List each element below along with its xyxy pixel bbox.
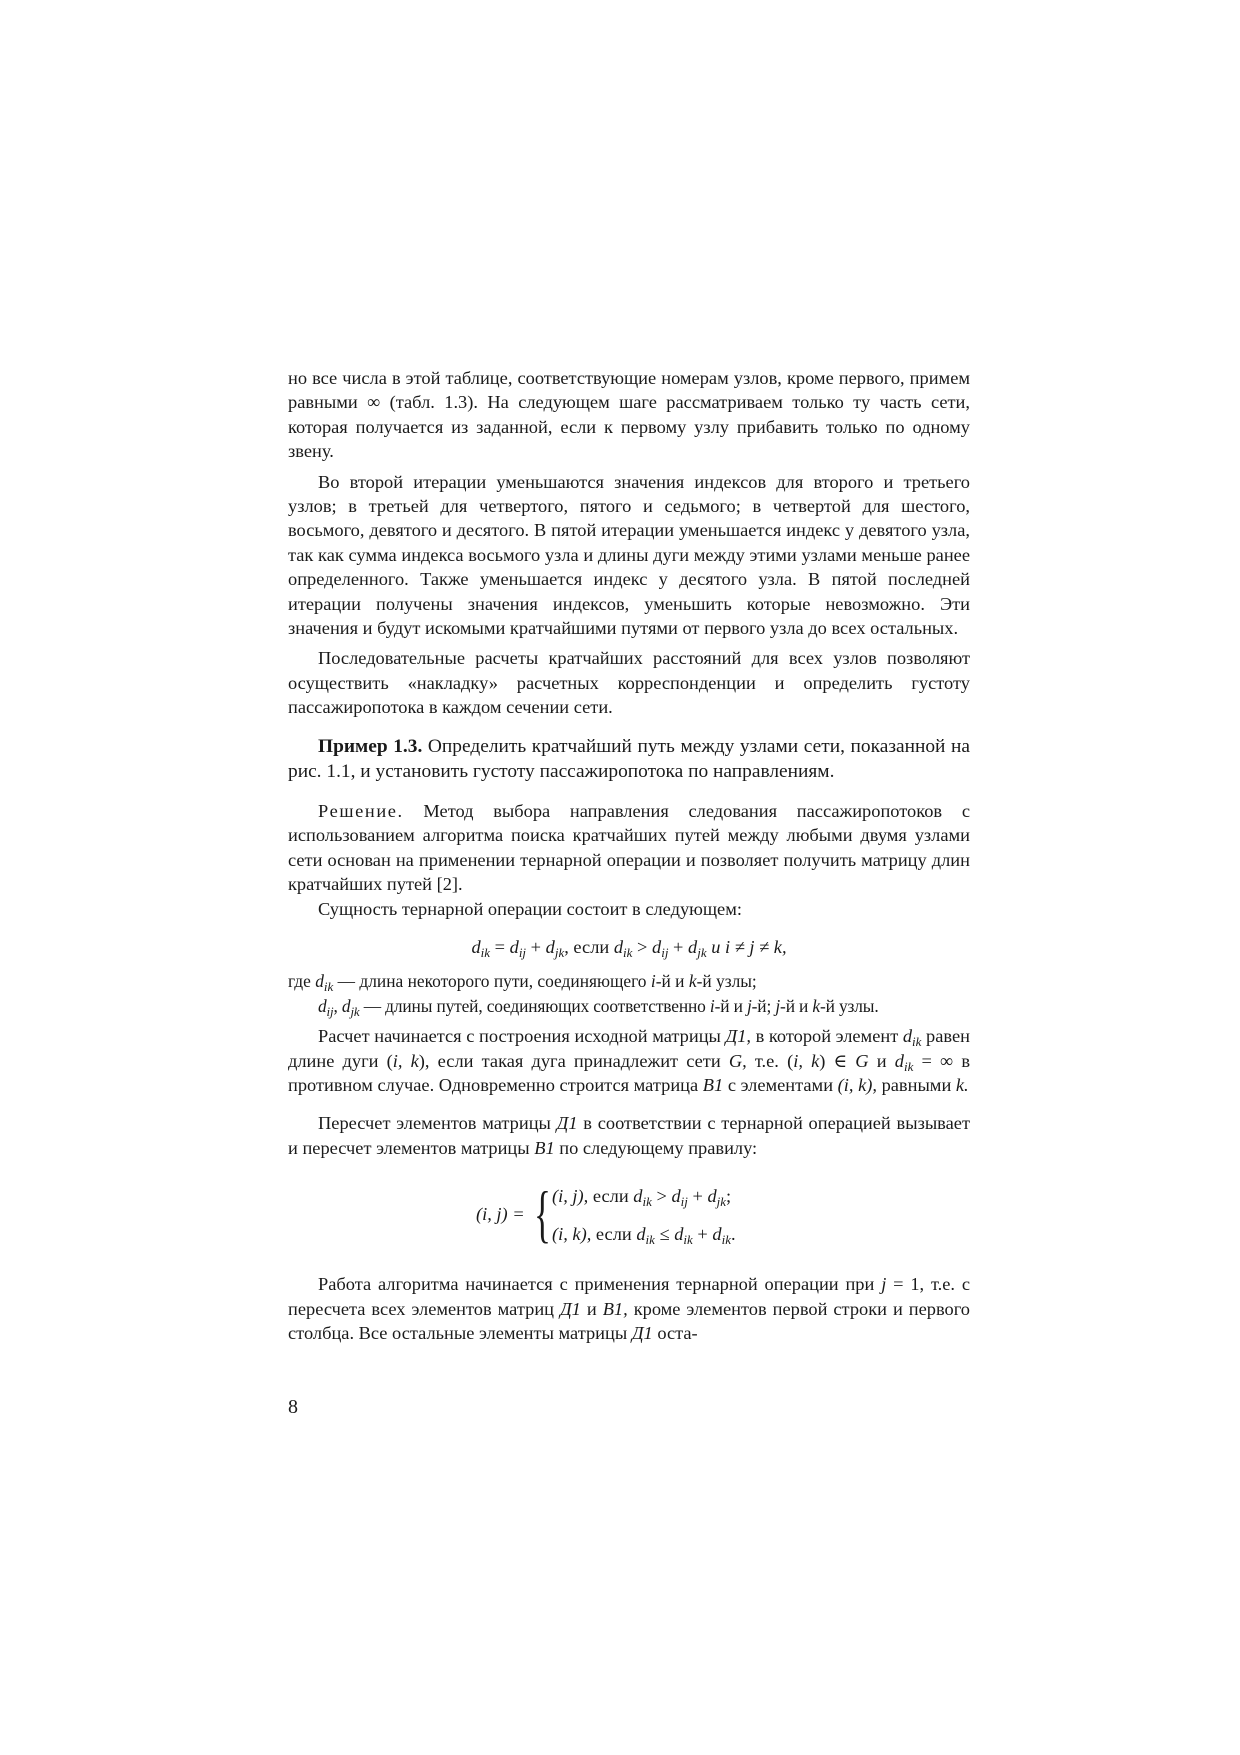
work-paragraph: Работа алгоритма начинается с применения тернарной операции при j = 1, т.е. с пересчета всех элементов матриц Д1 и В1, кроме элементов первой строки и первого столбца. Все остальные элементы матрицы Д1 оста-: [288, 1274, 970, 1343]
recalc-paragraph: Пересчет элементов матрицы Д1 в соответствии с тернарной операцией вызывает и пересчет элементов матрицы В1 по следующему правилу:: [288, 1113, 970, 1158]
paragraph-2: Во второй итерации уменьшаются значения индексов для второго и третьего узлов; в третьей для четвертого, пятого и седьмого; в четвертой для шестого, восьмого, девятого и десятого. В пятой итерации уменьшается индекс у девятого узла, так как сумма индекса восьмого узла и длины дуги между этими узлами меньше ранее определенного. Также уменьшается индекс у десятого узла. В пятой последней итерации получены значения индексов, уменьшить которые невозможно. Эти значения и будут искомыми кратчайшими путями от первого узла до всех остальных.: [288, 471, 970, 639]
rule-lhs: (i, j) =: [476, 1204, 525, 1225]
solution-label: Решение.: [318, 800, 404, 821]
example-paragraph: [288, 734, 970, 785]
calc-paragraph: Расчет начинается с построения исходной матрицы Д1, в которой элемент $d_{ik}$ равен длине дуги (i, k), если такая дуга принадлежит сети G, т.е. (i, k) ∈ G и $d_{ik}$ = ∞ в противном случае. Одновременно строится матрица В1 с элементами (i, k), равными k.: [288, 1026, 970, 1095]
solution-paragraph: [288, 799, 970, 897]
left-brace: {: [534, 1178, 551, 1250]
recalc-rule-formula: [288, 1174, 970, 1258]
rule-case-1: (i, j), если $d_{ik} > d_{ij} + d_{jk}$;: [552, 1186, 732, 1210]
solution-text: Метод выбора направления следования пассажиропотоков с использованием алгоритма поиска кратчайших путей между любыми двумя узлами сети основан на применении тернарной операции и позволяет получить матрицу длин кратчайших путей [2].: [288, 800, 970, 895]
where-definition-2: $d_{ij}$, $d_{jk}$ — длины путей, соединяющих соответственно i-й и j-й; j-й и k-й узлы.: [318, 995, 879, 1019]
ternary-formula: $d_{ik} = d_{ij} + d_{jk}$, если $d_{ik} > d_{ij} + d_{jk}$ и i ≠ j ≠ k,: [471, 936, 787, 960]
page-content: [288, 366, 970, 1345]
essence-paragraph: Сущность тернарной операции состоит в следующем:: [318, 898, 742, 919]
where-definition-1: где $d_{ik}$ — длина некоторого пути, соединяющего i-й и k-й узлы;: [288, 971, 757, 995]
paragraph-1: но все числа в этой таблице, соответствующие номерам узлов, кроме первого, примем равными ∞ (табл. 1.3). На следующем шаге рассматриваем только ту часть сети, которая получается из заданной, если к первому узлу прибавить только по одному звену.: [288, 368, 970, 462]
example-label: Пример 1.3.: [318, 735, 423, 757]
example-text: Определить кратчайший путь между узлами сети, показанной на рис. 1.1, и установить густоту пассажиропотока по направлениям.: [288, 735, 970, 783]
page-number: 8: [288, 1396, 298, 1418]
paragraph-3: Последовательные расчеты кратчайших расстояний для всех узлов позволяют осуществить «накладку» расчетных корреспонденции и определить густоту пассажиропотока в каждом сечении сети.: [288, 648, 970, 718]
rule-case-2: (i, k), если $d_{ik} \le d_{ik} + d_{ik}$.: [552, 1224, 736, 1248]
